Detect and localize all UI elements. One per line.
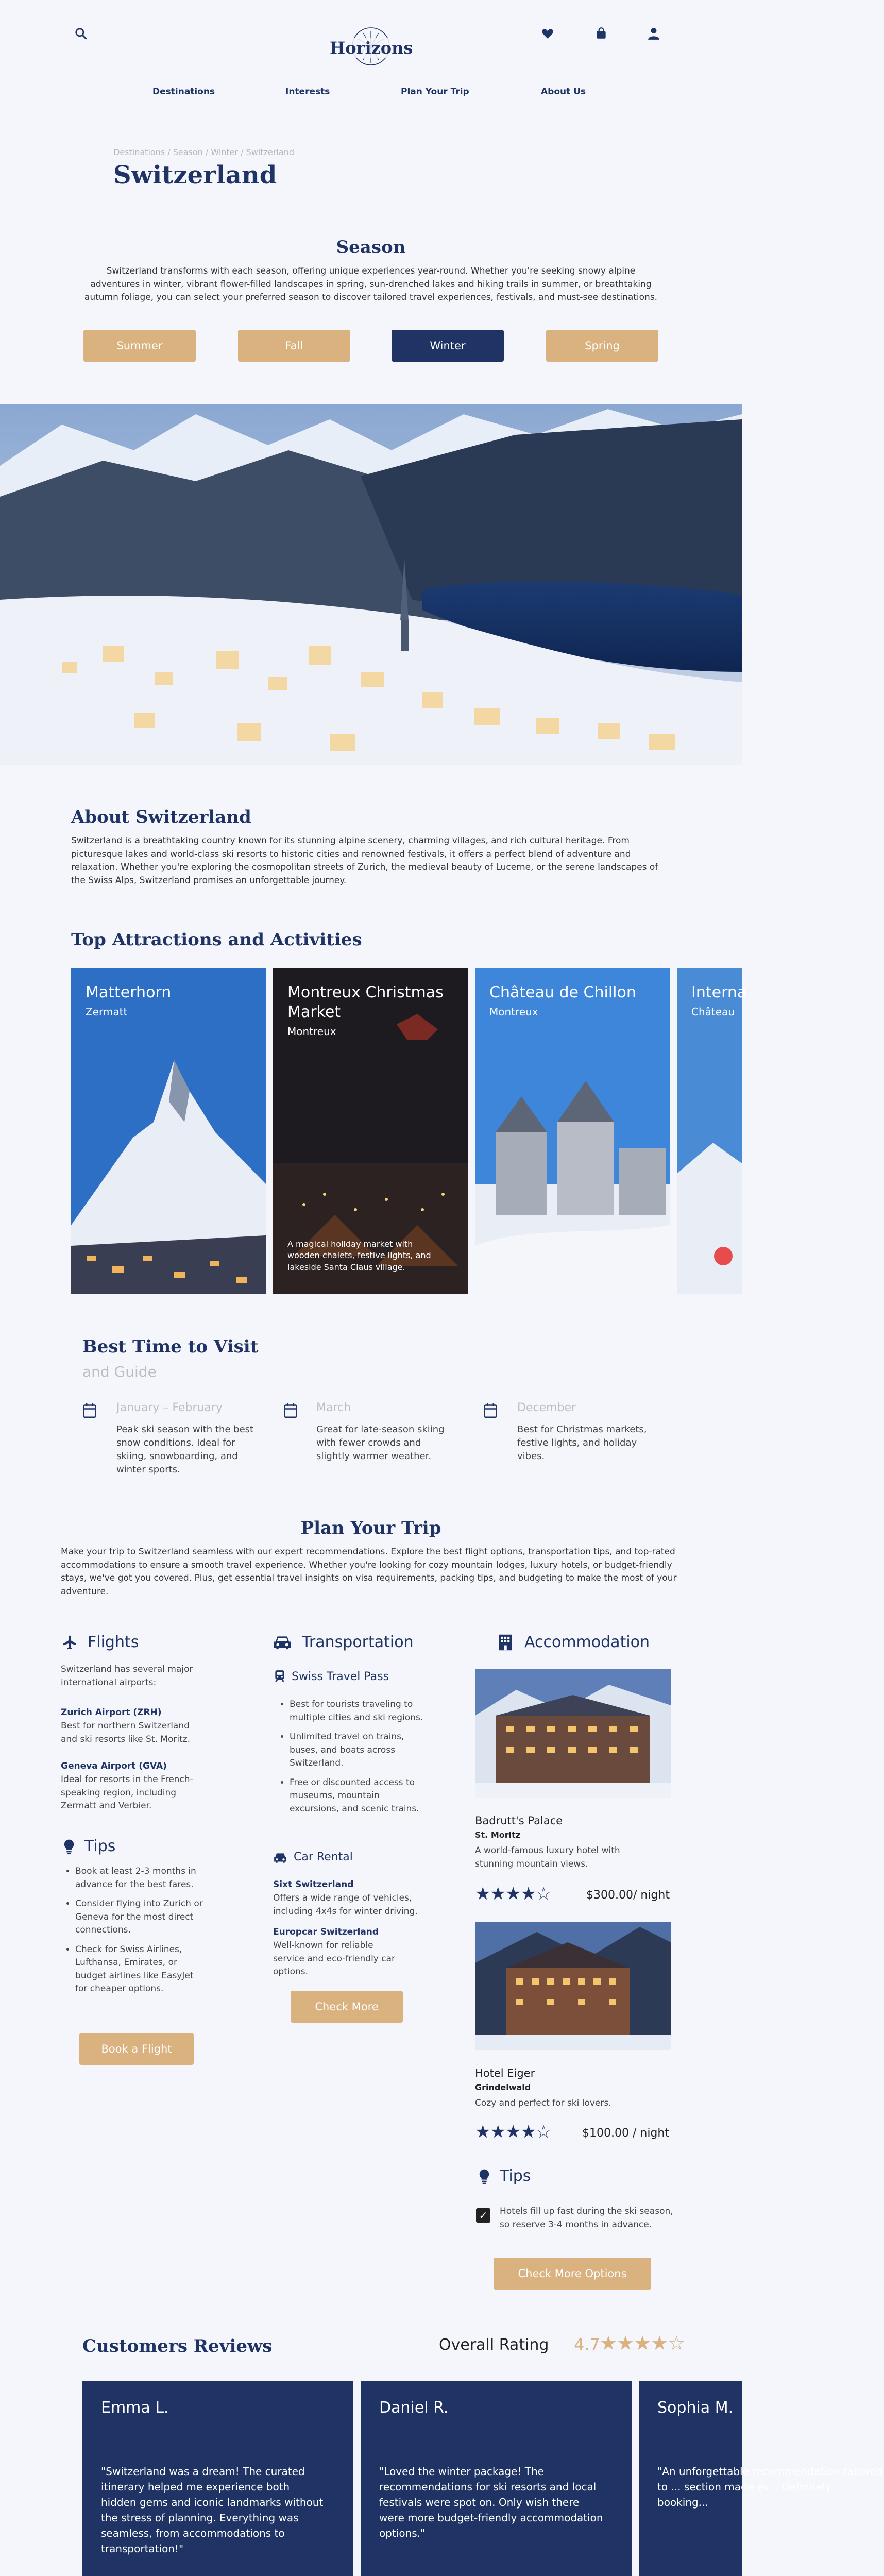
season-fall-button[interactable]: Fall — [238, 330, 350, 362]
lightbulb-icon — [61, 1838, 77, 1855]
pass-item: • Unlimited travel on trains, buses, and boats across Switzerland. — [290, 1731, 426, 1770]
swiss-pass-list — [286, 1698, 426, 1816]
car-company-desc: Offers a wide range of vehicles, including 4x4s for winter driving. — [273, 1893, 418, 1917]
calendar-icon — [483, 1402, 498, 1419]
page-title: Switzerland — [113, 161, 277, 190]
calendar-icon — [283, 1402, 298, 1419]
car-icon — [272, 1634, 293, 1651]
overall-rating-value: 4.7 — [574, 2335, 600, 2354]
hotel-image-eiger[interactable] — [475, 1922, 671, 2050]
heart-icon[interactable] — [541, 27, 554, 40]
card-description: A magical holiday market with wooden chalets, festive lights, and lakeside Santa Claus village. — [287, 1239, 431, 1272]
reviewer-name: Emma L. — [101, 2399, 169, 2417]
review-card — [82, 2381, 353, 2576]
attractions-heading: Top Attractions and Activities — [71, 929, 362, 950]
tip-item: • Book at least 2-3 months in advance for the best fares. — [75, 1865, 206, 1891]
about-text: Switzerland is a breathtaking country known for its stunning alpine scenery, charming villages, and rich cultural heritage. From picturesque lakes and world-class ski resorts to historic cities and renowned festivals, it offers a perfect blend of adventure and relaxation. Whether you're exploring the cosmopolitan streets of Zurich, the medieval beauty of Lucerne, or the serene landscapes of the Swiss Alps, Switzerland promises an unforgettable journey. — [71, 836, 658, 886]
tip-item: • Check for Swiss Airlines, Lufthansa, Emirates, or budget airlines like EasyJet for cheaper options. — [75, 1943, 206, 1996]
tip-item: • Consider flying into Zurich or Geneva for the most direct connections. — [75, 1897, 206, 1937]
accommodation-heading: Accommodation — [524, 1633, 650, 1651]
season-summer-button[interactable]: Summer — [83, 330, 196, 362]
best-time-month: December — [517, 1401, 576, 1414]
pass-item: • Free or discounted access to museums, mountain excursions, and scenic trains. — [290, 1776, 426, 1816]
review-text: "An unforgettable recommendation tailored to ... section made ev... Definitely booking... — [657, 2465, 883, 2509]
flights-heading: Flights — [88, 1633, 139, 1651]
hero-image — [0, 404, 742, 765]
best-time-month: January – February — [116, 1401, 223, 1414]
best-time-desc: Peak ski season with the best snow conditions. Ideal for skiing, snowboarding, and winter sports. — [116, 1424, 254, 1476]
car-rental-heading: Car Rental — [294, 1851, 353, 1863]
user-icon[interactable] — [647, 27, 660, 40]
brand-name: Horizons — [330, 38, 413, 58]
logo[interactable] — [330, 15, 412, 72]
plan-heading: Plan Your Trip — [300, 1518, 441, 1538]
hotel-location: St. Moritz — [475, 1830, 521, 1840]
best-time-month: March — [316, 1401, 351, 1414]
car-rental-icon — [273, 1852, 287, 1864]
overall-rating-stars: ★★★★☆ — [600, 2332, 685, 2354]
transport-heading: Transportation — [302, 1633, 414, 1651]
calendar-icon — [82, 1402, 97, 1419]
best-time-heading: Best Time to Visit — [82, 1336, 259, 1357]
flights-intro: Switzerland has several major international airports: — [61, 1664, 193, 1688]
airport-name: Geneva Airport (GVA) — [61, 1761, 167, 1771]
nav-about-us[interactable]: About Us — [541, 87, 586, 97]
season-intro: Switzerland transforms with each season, offering unique experiences year-round. Whether you're seeking snowy alpine adventures in winter, vibrant flower-filled landscapes in spring, sun-drenched lakes and hiking trails in summer, or breathtaking autumn foliage, you can select your preferred season to discover tailored travel experiences, festivals, and must-see destinations. — [84, 266, 658, 302]
hotel-rating-stars: ★★★★☆ — [475, 1884, 551, 1904]
book-flight-button[interactable]: Book a Flight — [79, 2033, 194, 2065]
attraction-card-partial[interactable] — [677, 968, 747, 1294]
breadcrumb[interactable]: Destinations / Season / Winter / Switzerland — [113, 147, 294, 157]
review-card — [361, 2381, 632, 2576]
check-more-button[interactable]: Check More — [291, 1991, 403, 2023]
reviewer-name: Daniel R. — [379, 2399, 449, 2417]
attraction-card-montreux-market[interactable] — [273, 968, 468, 1294]
pass-item: • Best for tourists traveling to multiple cities and ski regions. — [290, 1698, 426, 1724]
card-title: Interna — [691, 984, 747, 1002]
card-location: Montreux — [287, 1025, 336, 1038]
airport-desc: Best for northern Switzerland and ski resorts like St. Moritz. — [61, 1721, 191, 1744]
accommodation-tip: Hotels fill up fast during the ski season, so reserve 3-4 months in advance. — [500, 2206, 673, 2230]
season-spring-button[interactable]: Spring — [546, 330, 658, 362]
plane-icon — [61, 1634, 79, 1651]
card-title: Matterhorn — [86, 984, 172, 1002]
best-time-subheading: and Guide — [82, 1363, 157, 1380]
hotel-price: $100.00 / night — [582, 2127, 669, 2140]
bag-icon[interactable] — [594, 27, 608, 40]
card-title: Montreux Christmas Market — [287, 984, 444, 1021]
reviewer-name: Sophia M. — [657, 2399, 734, 2417]
airport-name: Zurich Airport (ZRH) — [61, 1707, 162, 1718]
hotel-desc: Cozy and perfect for ski lovers. — [475, 2098, 611, 2108]
season-heading: Season — [336, 237, 406, 258]
flights-tips-list — [72, 1865, 206, 1996]
hotel-name[interactable]: Hotel Eiger — [475, 2067, 535, 2079]
car-company-desc: Well-known for reliable service and eco-friendly car options. — [273, 1940, 396, 1977]
card-location: Zermatt — [86, 1006, 128, 1018]
tip-checkbox[interactable]: ✓ — [476, 2208, 490, 2223]
hotel-desc: A world-famous luxury hotel with stunning mountain views. — [475, 1845, 620, 1869]
nav-plan-your-trip[interactable]: Plan Your Trip — [401, 87, 469, 97]
check-more-options-button[interactable]: Check More Options — [494, 2258, 651, 2290]
overall-rating-label: Overall Rating — [439, 2336, 549, 2354]
best-time-desc: Great for late-season skiing with fewer crowds and slightly warmer weather. — [316, 1424, 445, 1462]
about-heading: About Switzerland — [71, 807, 251, 827]
attraction-card-chillon[interactable] — [475, 968, 670, 1294]
season-winter-button[interactable]: Winter — [392, 330, 504, 362]
train-icon — [273, 1669, 286, 1683]
attraction-card-matterhorn[interactable] — [71, 968, 266, 1294]
airport-desc: Ideal for resorts in the French-speaking region, including Zermatt and Verbier. — [61, 1774, 193, 1811]
hotel-location: Grindelwald — [475, 2082, 531, 2092]
best-time-desc: Best for Christmas markets, festive lights, and holiday vibes. — [517, 1424, 647, 1462]
hotel-icon — [497, 1633, 514, 1652]
hotel-image-badrutts[interactable] — [475, 1669, 671, 1798]
car-company: Europcar Switzerland — [273, 1927, 379, 1937]
hotel-name[interactable]: Badrutt's Palace — [475, 1815, 563, 1827]
plan-intro: Make your trip to Switzerland seamless with our expert recommendations. Explore the best flight options, transportation tips, and top-rated accommodations to ensure a smooth travel experience. Whether you're looking for cozy mountain lodges, luxury hotels, or budget-friendly stays, we've got you covered. Plus, get essential travel insights on visa requirements, packing tips, and budgeting to make the most of your adventure. — [61, 1547, 677, 1597]
swiss-pass-heading: Swiss Travel Pass — [292, 1670, 389, 1683]
card-location: Château — [691, 1006, 735, 1018]
card-location: Montreux — [489, 1006, 538, 1018]
review-text: "Loved the winter package! The recommendations for ski resorts and local festivals were spot on. Only wish there were more budget-friendly accommodation options." — [379, 2465, 603, 2539]
lightbulb-icon — [476, 2168, 492, 2184]
review-card — [639, 2381, 883, 2576]
car-company: Sixt Switzerland — [273, 1879, 354, 1890]
review-text: "Switzerland was a dream! The curated itinerary helped me experience both hidden gems and iconic landmarks without the stress of planning. Everything was seamless, from accommodations to transportation!" — [101, 2465, 324, 2555]
hotel-rating-stars: ★★★★☆ — [475, 2122, 551, 2142]
accommodation-tips-heading: Tips — [500, 2167, 531, 2185]
nav-interests[interactable]: Interests — [285, 87, 330, 97]
nav-destinations[interactable]: Destinations — [152, 87, 215, 97]
card-title: Château de Chillon — [489, 984, 636, 1002]
search-icon[interactable] — [74, 27, 88, 40]
flights-tips-heading: Tips — [84, 1837, 116, 1855]
reviews-heading: Customers Reviews — [82, 2336, 273, 2357]
hotel-price: $300.00/ night — [586, 1889, 670, 1902]
